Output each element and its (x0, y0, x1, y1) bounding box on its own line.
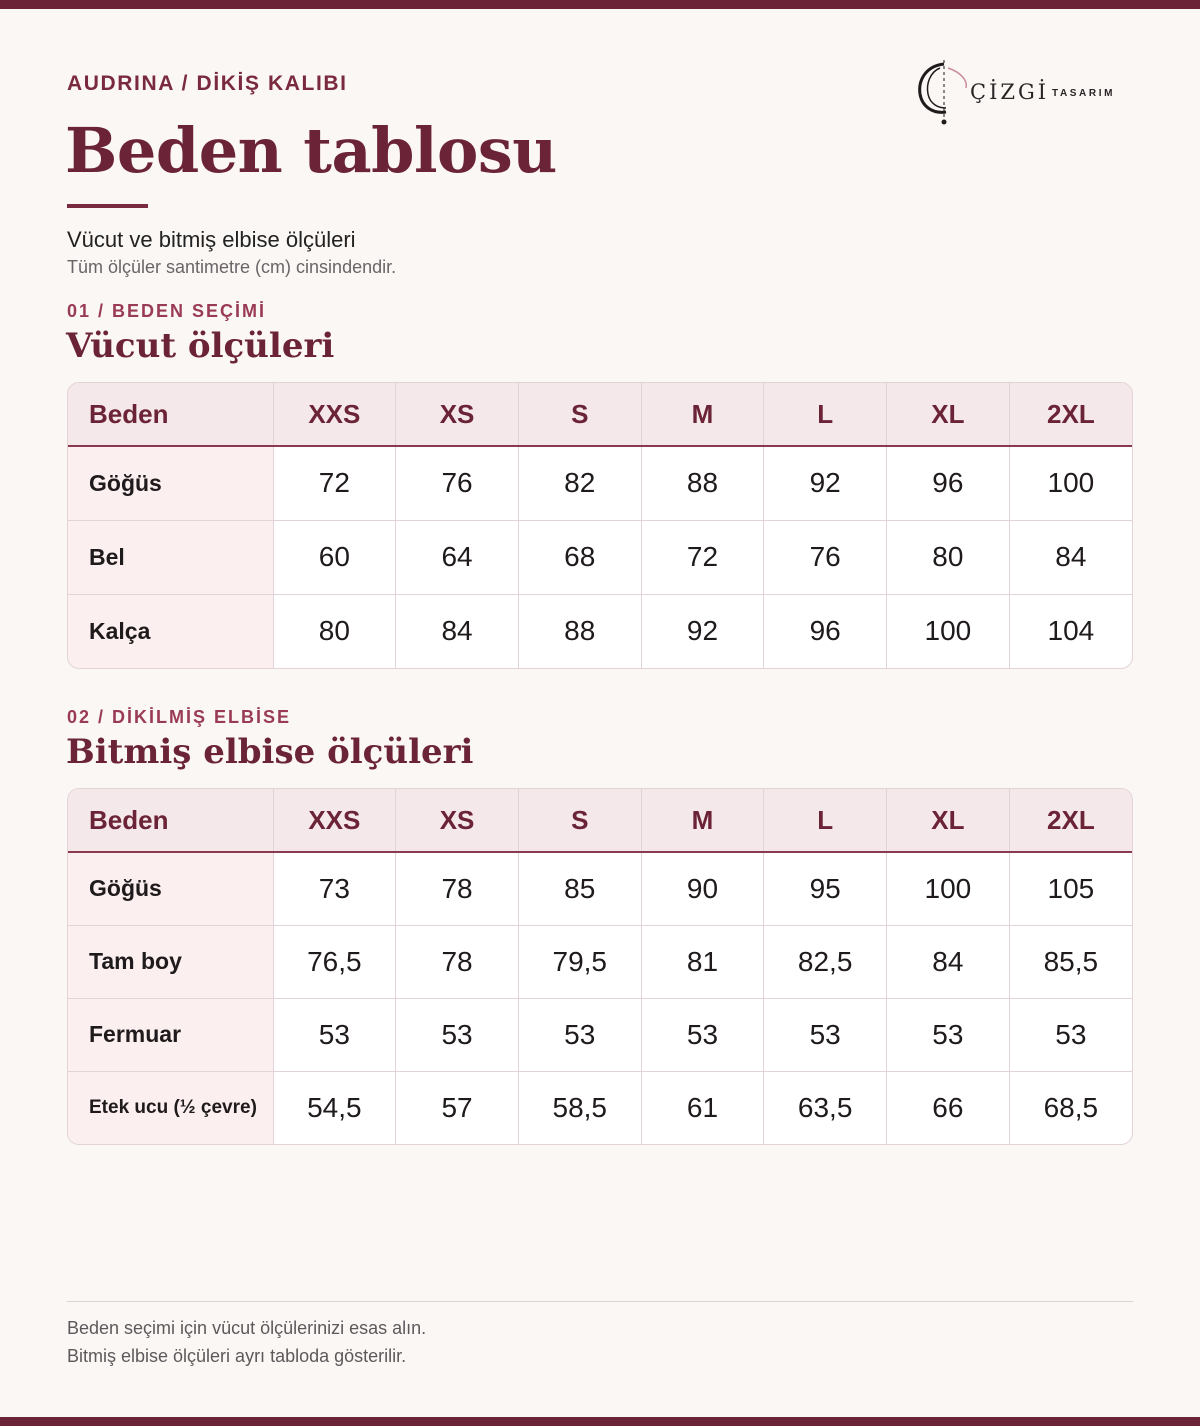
section-2-label: 02 / DİKİLMİŞ ELBİSE (67, 707, 292, 727)
footer-note-1: Beden seçimi için vücut ölçülerinizi esas alın. (67, 1318, 427, 1338)
table-cell: 53 (1009, 998, 1132, 1071)
table-header-row (68, 383, 1132, 446)
table-row (68, 520, 1132, 594)
column-header: XXS (273, 383, 396, 446)
row-label: Bel (68, 520, 273, 594)
table-cell: 92 (641, 594, 764, 668)
column-header: Beden (68, 383, 273, 446)
column-header: S (518, 789, 641, 852)
table-row (68, 998, 1132, 1071)
table-cell: 81 (641, 925, 764, 998)
column-header: XL (887, 789, 1010, 852)
table-cell: 60 (273, 520, 396, 594)
table-cell: 53 (764, 998, 887, 1071)
table-cell: 53 (273, 998, 396, 1071)
table-cell: 53 (518, 998, 641, 1071)
logo-word: ÇİZGİ (970, 80, 1050, 104)
table-cell: 64 (396, 520, 519, 594)
table-cell: 85,5 (1009, 925, 1132, 998)
table-cell: 84 (396, 594, 519, 668)
table-cell: 104 (1047, 615, 1095, 647)
column-header: XS (396, 789, 519, 852)
table-cell: 76 (764, 520, 887, 594)
section-1-title: Vücut ölçüleri (66, 326, 335, 366)
units-note: Tüm ölçüler santimetre (cm) cinsindendir. (67, 257, 397, 277)
table-cell: 72 (273, 446, 396, 520)
table-row (68, 852, 1132, 925)
footer-note-2: Bitmiş elbise ölçüleri ayrı tabloda gösterilir. (67, 1346, 407, 1366)
section-2-title: Bitmiş elbise ölçüleri (66, 732, 474, 772)
table-cell: 100 (887, 852, 1010, 925)
section-1-label: 01 / BEDEN SEÇİMİ (67, 301, 267, 321)
bottom-accent-bar (0, 1417, 1200, 1426)
table-cell: 84 (887, 925, 1010, 998)
row-label: Fermuar (68, 998, 273, 1071)
table-cell: 96 (764, 594, 887, 668)
table-cell: 95 (764, 852, 887, 925)
table-cell: 78 (396, 852, 519, 925)
garment-measurements-table (67, 788, 1133, 1145)
table-cell: 80 (887, 520, 1010, 594)
table-cell: 54,5 (273, 1071, 396, 1144)
table-cell: 79,5 (518, 925, 641, 998)
logo-sub: TASARIM (1052, 88, 1116, 99)
column-header: L (764, 789, 887, 852)
table-cell: 90 (641, 852, 764, 925)
table-cell: 76,5 (273, 925, 396, 998)
row-label: Göğüs (68, 446, 273, 520)
title-rule (67, 204, 148, 208)
table-cell: 88 (641, 446, 764, 520)
footer-divider (67, 1301, 1133, 1302)
table-header-row (68, 789, 1132, 852)
subtitle: Vücut ve bitmiş elbise ölçüleri (67, 227, 356, 252)
table-cell: 72 (641, 520, 764, 594)
table-cell: 53 (887, 998, 1010, 1071)
eyebrow: AUDRINA / DİKİŞ KALIBI (67, 72, 348, 95)
row-label: Kalça (68, 594, 273, 668)
column-header: XL (887, 383, 1010, 446)
brand-logo (914, 58, 1129, 128)
table-cell: 84 (1009, 520, 1132, 594)
column-header: S (518, 383, 641, 446)
table-cell: 53 (396, 998, 519, 1071)
logo-mark-icon (914, 58, 974, 128)
column-header: XS (396, 383, 519, 446)
column-header: 2XL (1009, 383, 1132, 446)
table-cell: 100 (1009, 446, 1132, 520)
table-cell: 68 (518, 520, 641, 594)
table-row (68, 1071, 1132, 1144)
table-cell: 57 (396, 1071, 519, 1144)
row-label: Tam boy (68, 925, 273, 998)
row-label: Göğüs (68, 852, 273, 925)
column-header: 2XL (1009, 789, 1132, 852)
table-cell: 80 (273, 594, 396, 668)
table-cell: 76 (396, 446, 519, 520)
table-cell: 61 (641, 1071, 764, 1144)
top-accent-bar (0, 0, 1200, 9)
table-cell: 100 (887, 594, 1010, 668)
column-header: M (641, 789, 764, 852)
table-cell: 66 (887, 1071, 1010, 1144)
table-row (68, 925, 1132, 998)
page-title: Beden tablosu (65, 114, 557, 187)
table-cell: 63,5 (764, 1071, 887, 1144)
table-cell: 88 (518, 594, 641, 668)
table-row (68, 446, 1132, 520)
table-cell: 68,5 (1043, 1091, 1099, 1123)
table-cell: 73 (273, 852, 396, 925)
table-cell: 92 (764, 446, 887, 520)
table-cell: 82 (518, 446, 641, 520)
table-cell: 85 (518, 852, 641, 925)
table-cell: 105 (1009, 852, 1132, 925)
table-cell: 78 (396, 925, 519, 998)
column-header: L (764, 383, 887, 446)
body-measurements-table (67, 382, 1133, 669)
column-header: Beden (68, 789, 273, 852)
table-cell: 96 (887, 446, 1010, 520)
row-label: Etek ucu (½ çevre) (68, 1071, 273, 1144)
table-cell: 58,5 (518, 1071, 641, 1144)
table-cell: 82,5 (764, 925, 887, 998)
table-cell: 53 (641, 998, 764, 1071)
table-row (68, 594, 1132, 668)
column-header: M (641, 383, 764, 446)
column-header: XXS (273, 789, 396, 852)
